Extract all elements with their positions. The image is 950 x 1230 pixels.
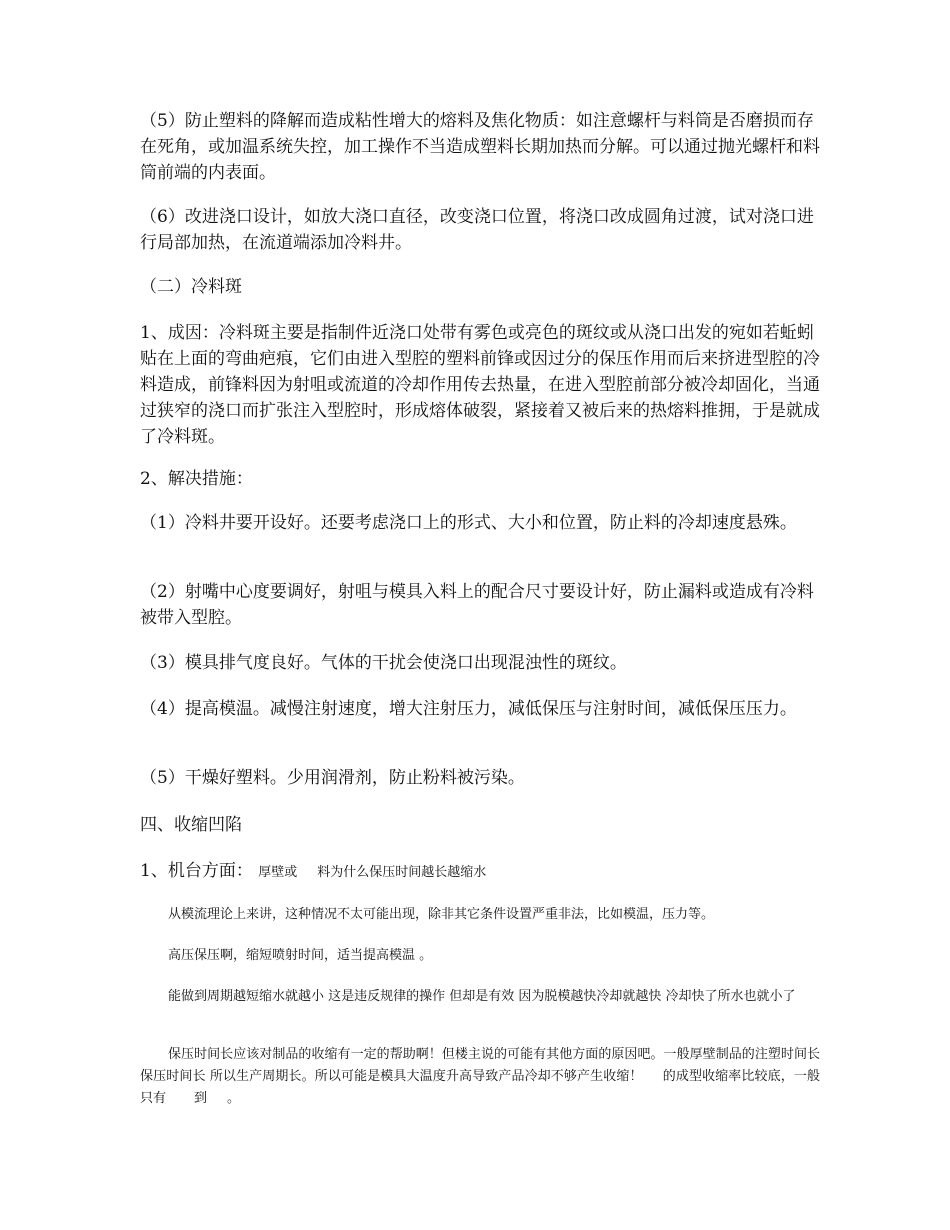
section-heading-shrinkage: 四、收缩凹陷	[140, 815, 242, 835]
forum-question	[258, 865, 486, 880]
reply-4	[140, 1044, 820, 1110]
forum-question-part-a: 厚壁或	[258, 865, 298, 880]
reply-1: 从模流理论上来讲，这种情况不太可能出现，除非其它条件设置严重非法，比如模温，压力等。	[168, 907, 715, 922]
paragraph-solution-5: （5）干燥好塑料。少用润滑剂，防止粉料被污染。	[140, 768, 525, 788]
section-heading-cold-slug: （二）冷料斑	[140, 277, 242, 297]
paragraph-prevent-degradation: （5）防止塑料的降解而造成粘性增大的熔料及焦化物质：如注意螺杆与料筒是否磨损而存在死角，或加温系统失控，加工操作不当造成塑料长期加热而分解。可以通过抛光螺杆和料筒前端的内表面。	[140, 111, 820, 183]
forum-question-part-b: 料为什么保压时间越长越缩水	[317, 865, 487, 880]
paragraph-solution-4: （4）提高模温。减慢注射速度，增大注射压力，减低保压与注射时间，减低保压压力。	[140, 699, 797, 719]
paragraph-solution-3: （3）模具排气度良好。气体的干扰会使浇口出现混浊性的斑纹。	[140, 653, 627, 673]
paragraph-cause: 1、成因：冷料斑主要是指制件近浇口处带有雾色或亮色的斑纹或从浇口出发的宛如若蚯蚓贴在上面的弯曲疤痕，它们由进入型腔的塑料前锋或因过分的保压作用而后来挤进型腔的冷料造成，前锋料因为射咀或流道的冷却作用传去热量，在进入型腔前部分被冷却固化，当通过狭窄的浇口而扩张注入型腔时，形成熔体破裂，紧接着又被后来的热熔料推拥，于是就成了冷料斑。	[140, 323, 820, 447]
paragraph-improve-gate: （6）改进浇口设计，如放大浇口直径，改变浇口位置，将浇口改成圆角过渡，试对浇口进行局部加热，在流道端添加冷料井。	[140, 207, 814, 253]
paragraph-solution-1: （1）冷料井要开设好。还要考虑浇口上的形式、大小和位置，防止料的冷却速度悬殊。	[140, 513, 797, 533]
reply-4-main: 保压时间长应该对制品的收缩有一定的帮助啊！但楼主说的可能有其他方面的原因吧。一般厚壁制品的注塑时间长 保压时间长 所以生产周期长。所以可能是模具大温度升高导致产品冷却不够产生收缩！	[140, 1047, 820, 1084]
paragraph-solution-2: （2）射嘴中心度要调好，射咀与模具入料上的配合尺寸要设计好，防止漏料或造成有冷料被带入型腔。	[140, 582, 814, 628]
reply-4-tail-c: 。	[227, 1091, 241, 1106]
machine-heading: 1、机台方面：	[140, 861, 253, 881]
heading-solutions: 2、解决措施：	[140, 469, 253, 489]
reply-4-tail-b: 到	[194, 1091, 208, 1106]
reply-2: 高压保压啊，缩短喷射时间，适当提高模温 。	[168, 948, 433, 963]
reply-3: 能做到周期越短缩水就越小 这是违反规律的操作 但却是有效 因为脱模越快冷却就越快 冷却快了所水也就小了	[168, 989, 796, 1004]
machine-heading-line	[140, 858, 820, 886]
reply-4-tail-a: 的成型收缩率比较底，一般只有	[140, 1069, 820, 1106]
